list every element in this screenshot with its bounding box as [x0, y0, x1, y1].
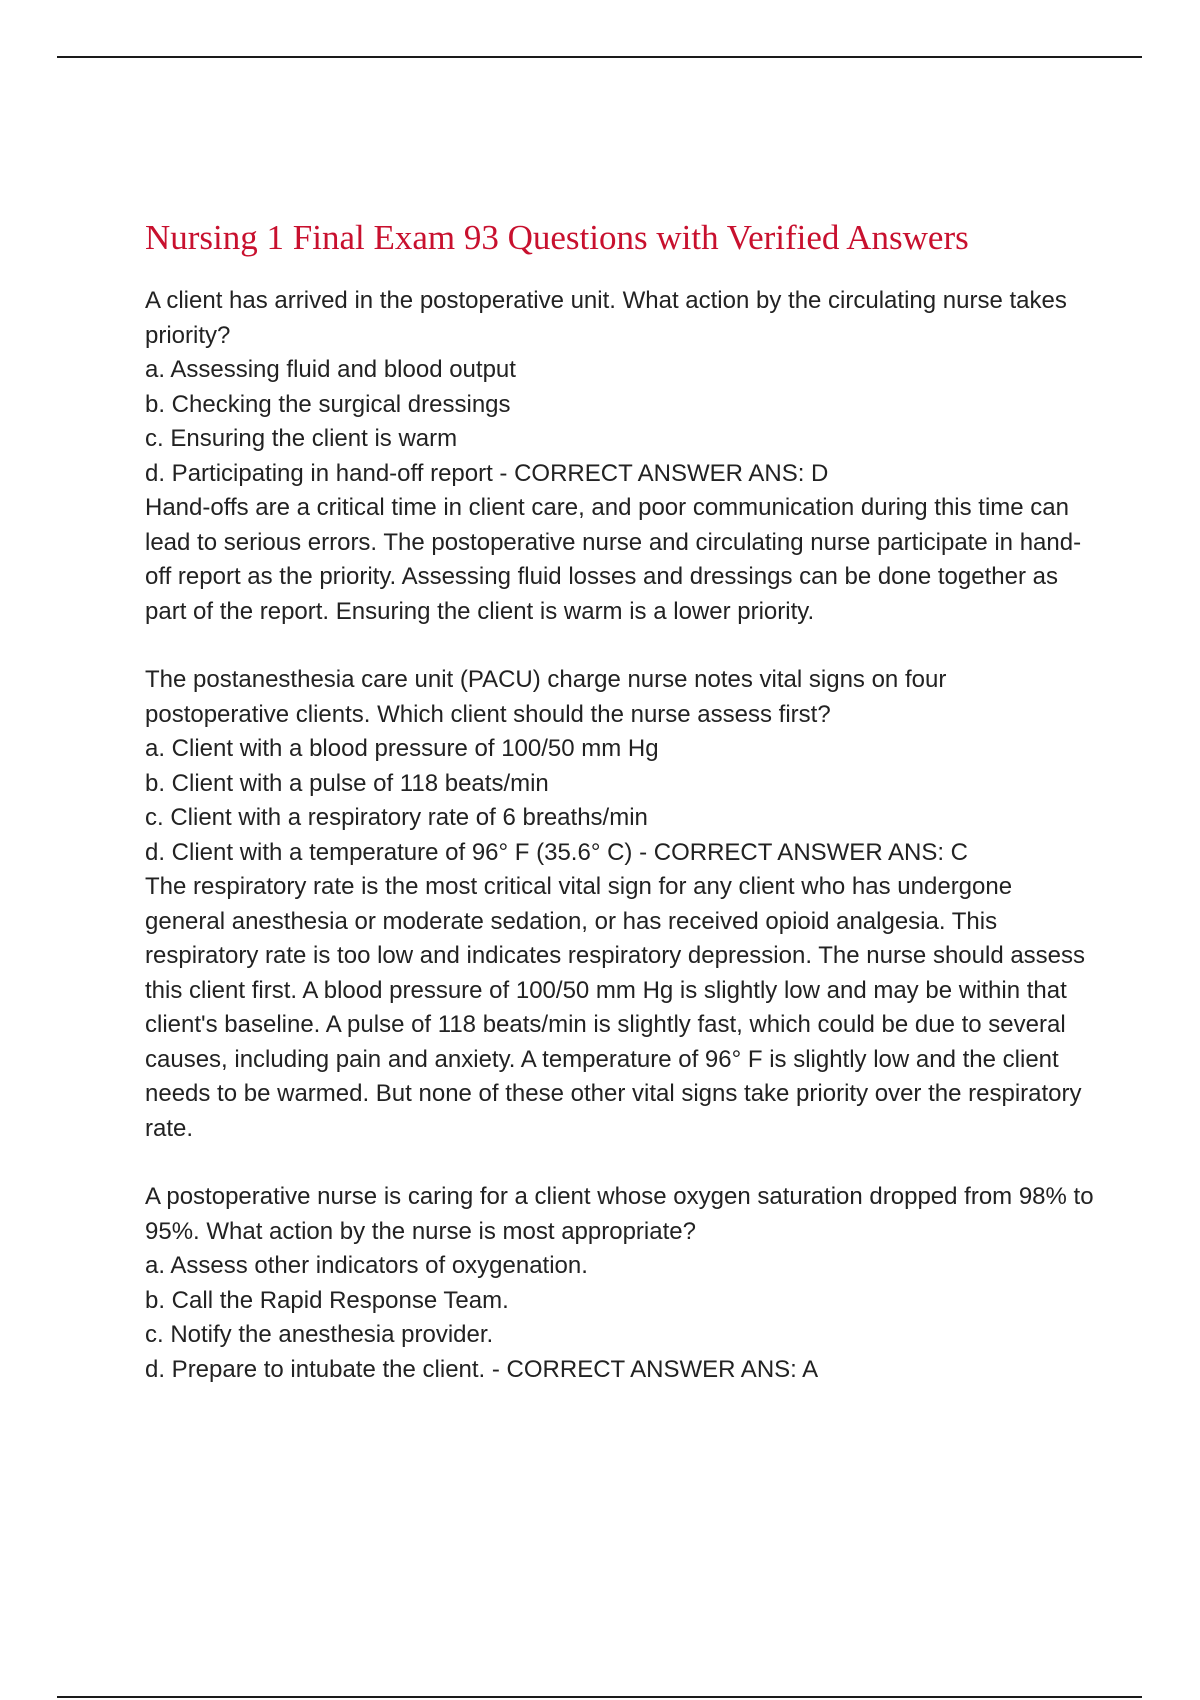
option-b: b. Call the Rapid Response Team. — [145, 1286, 509, 1314]
option-d: d. Client with a temperature of 96° F (35.6° C) - CORRECT ANSWER ANS: C — [145, 838, 969, 866]
answer-rationale: The respiratory rate is the most critical vital sign for any client who has undergone general anesthesia or moderate sedation, or has received opioid analgesia. This respiratory rate is too low and indicates respiratory depression. The nurse should assess this client first. A blood pressure of 100/50 mm Hg is slightly low and may be within that client's baseline. A pulse of 118 beats/min is slightly fast, which could be due to several causes, including pain and anxiety. A temperature of 96° F is slightly low and the client needs to be warmed. But none of these other vital signs take priority over the respiratory rate. — [145, 873, 1086, 1142]
answer-rationale: Hand-offs are a critical time in client care, and poor communication during this time can lead to serious errors. The postoperative nurse and circulating nurse participate in hand-off report as the priority. Assessing fluid losses and dressings can be done together as part of the report. Ensuring the client is warm is a lower priority. — [145, 494, 1082, 625]
question-stem: A postoperative nurse is caring for a client whose oxygen saturation dropped from 98% to 95%. What action by the nurse is most appropriate? — [145, 1183, 1094, 1245]
option-a: a. Client with a blood pressure of 100/50 mm Hg — [145, 735, 659, 762]
question-3 — [145, 1180, 1095, 1387]
question-stem: A client has arrived in the postoperative unit. What action by the circulating nurse takes priority? — [145, 287, 1067, 349]
answer-options — [145, 353, 1095, 491]
footer-rule — [57, 1696, 1142, 1698]
question-stem: The postanesthesia care unit (PACU) charge nurse notes vital signs on four postoperative clients. Which client should the nurse assess first? — [145, 666, 947, 728]
question-2 — [145, 663, 1095, 1146]
option-d: d. Prepare to intubate the client. - CORRECT ANSWER ANS: A — [145, 1355, 819, 1383]
option-c: c. Notify the anesthesia provider. — [145, 1321, 494, 1348]
option-b: b. Checking the surgical dressings — [145, 390, 511, 418]
option-c: c. Client with a respiratory rate of 6 breaths/min — [145, 804, 648, 831]
option-a: a. Assess other indicators of oxygenation. — [145, 1252, 588, 1279]
option-a: a. Assessing fluid and blood output — [145, 356, 516, 383]
option-b: b. Client with a pulse of 118 beats/min — [145, 769, 549, 797]
header-rule — [57, 56, 1142, 58]
question-1 — [145, 284, 1095, 629]
option-c: c. Ensuring the client is warm — [145, 425, 458, 452]
document-title: Nursing 1 Final Exam 93 Questions with Verified Answers — [145, 218, 969, 257]
answer-options — [145, 1249, 1095, 1387]
answer-options — [145, 732, 1095, 870]
document-body — [145, 212, 1095, 1421]
option-d: d. Participating in hand-off report - CORRECT ANSWER ANS: D — [145, 459, 829, 487]
